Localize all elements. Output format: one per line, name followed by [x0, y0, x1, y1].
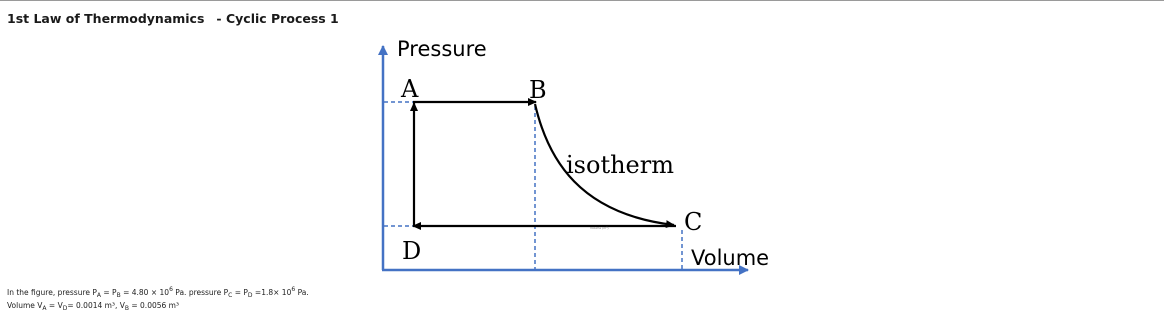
title-main: 1st Law of Thermodynamics [7, 11, 205, 26]
x-axis-label: Volume [691, 246, 770, 270]
tiny-axis-text: Volume (m³) [590, 226, 609, 230]
title-sub: - Cyclic Process 1 [216, 11, 339, 26]
point-c-label: C [684, 208, 703, 236]
point-b-label: B [529, 76, 547, 104]
caption-line-2: Volume $V_A = V_D= 0.0014$ m³, $V_B = 0.0056$ m³ [7, 301, 179, 312]
point-d-label: D [402, 237, 422, 265]
y-axis-label: Pressure [397, 37, 487, 61]
problem-statement [7, 285, 309, 314]
point-a-label: A [401, 75, 419, 103]
isotherm-label: isotherm [566, 151, 674, 179]
caption-line-1: In the figure, pressure $P_A = P_B = 4.80 \times 10^6$ Pa. pressure $P_C = P_D =1.8\times 10^6$ Pa. [7, 286, 309, 299]
